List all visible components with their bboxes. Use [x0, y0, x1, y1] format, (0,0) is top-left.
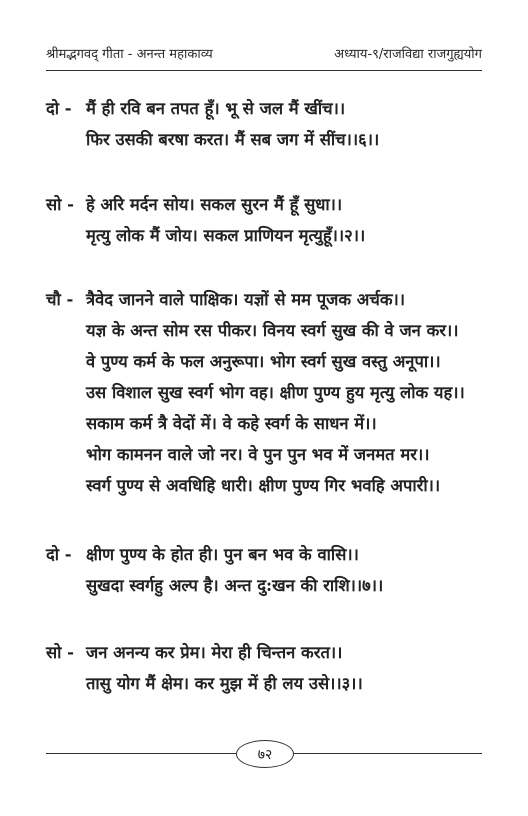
verse-text: हे अरि मर्दन सोय। सकल सुरन मैं हूँ सुधा।। [86, 195, 343, 214]
verse-text: उस विशाल सुख स्वर्ग भोग वह। क्षीण पुण्य हुय मृत्यु लोक यह।। [86, 383, 465, 402]
verse-line [46, 637, 488, 668]
running-header [46, 44, 482, 62]
verse-line [46, 377, 488, 408]
verse-line [46, 124, 488, 155]
stanza-label: सो - [46, 195, 75, 214]
header-divider [46, 70, 482, 71]
verse-text: फिर उसकी बरषा करत। मैं सब जग में सींच।।६।। [86, 130, 380, 149]
verse-line [46, 439, 488, 470]
verse-line [46, 408, 488, 439]
stanza-label: सो - [46, 643, 75, 662]
stanza-chaupai [46, 284, 488, 501]
verse-line [46, 284, 488, 315]
verse-text: मैं ही रवि बन तपत हूँ। भू से जल मैं खींच।। [86, 99, 346, 118]
stanza-soratha-1 [46, 189, 488, 251]
verse-text: सकाम कर्म त्रै वेदों में। वे कहे स्वर्ग के साधन में।। [86, 414, 377, 433]
verse-text: मृत्यु लोक मैं जोय। सकल प्राणियन मृत्युहूँ।।२।। [86, 226, 366, 245]
verse-text: सुखदा स्वर्गहु अल्प है। अन्त दु:खन की राशि।।७।। [86, 576, 384, 595]
verse-line [46, 539, 488, 570]
footer-divider-left [46, 753, 236, 754]
verse-line [46, 668, 488, 699]
stanza-doha-1 [46, 93, 488, 155]
verse-text: तासु योग मैं क्षेम। कर मुझ में ही लय उसे।।३।। [86, 674, 363, 693]
verse-text: त्रैवेद जानने वाले पाक्षिक। यज्ञों से मम पूजक अर्चक।। [86, 290, 405, 309]
page-number [236, 740, 294, 768]
verse-line [46, 220, 488, 251]
verse-text: जन अनन्य कर प्रेम। मेरा ही चिन्तन करत।। [86, 643, 343, 662]
stanza-label: दो - [46, 99, 72, 118]
verse-line [46, 315, 488, 346]
stanza-soratha-2 [46, 637, 488, 699]
footer-divider-right [292, 753, 482, 754]
header-book-title: श्रीमद्भगवद् गीता - अनन्त महाकाव्य [46, 47, 213, 62]
verse-text: वे पुण्य कर्म के फल अनुरूपा। भोग स्वर्ग सुख वस्तु अनूपा।। [86, 352, 441, 371]
verse-text: स्वर्ग पुण्य से अवधिहि धारी। क्षीण पुण्य गिर भवहि अपारी।। [86, 476, 441, 495]
verse-line [46, 93, 488, 124]
page-number-text: ७२ [257, 746, 273, 763]
header-chapter-title: अध्याय-९/राजविद्या राजगुह्ययोग [334, 47, 482, 62]
stanza-label: चौ - [46, 290, 74, 309]
verse-text: यज्ञ के अन्त सोम रस पीकर। विनय स्वर्ग सुख की वे जन कर।। [86, 321, 459, 340]
verse-text: क्षीण पुण्य के होत ही। पुन बन भव के वासि।। [86, 545, 359, 564]
stanza-label: दो - [46, 545, 72, 564]
verse-line [46, 346, 488, 377]
verse-line [46, 189, 488, 220]
verse-text: भोग कामनन वाले जो नर। वे पुन पुन भव में जनमत मर।। [86, 445, 430, 464]
verse-line [46, 470, 488, 501]
verse-line [46, 570, 488, 601]
stanza-doha-2 [46, 539, 488, 601]
